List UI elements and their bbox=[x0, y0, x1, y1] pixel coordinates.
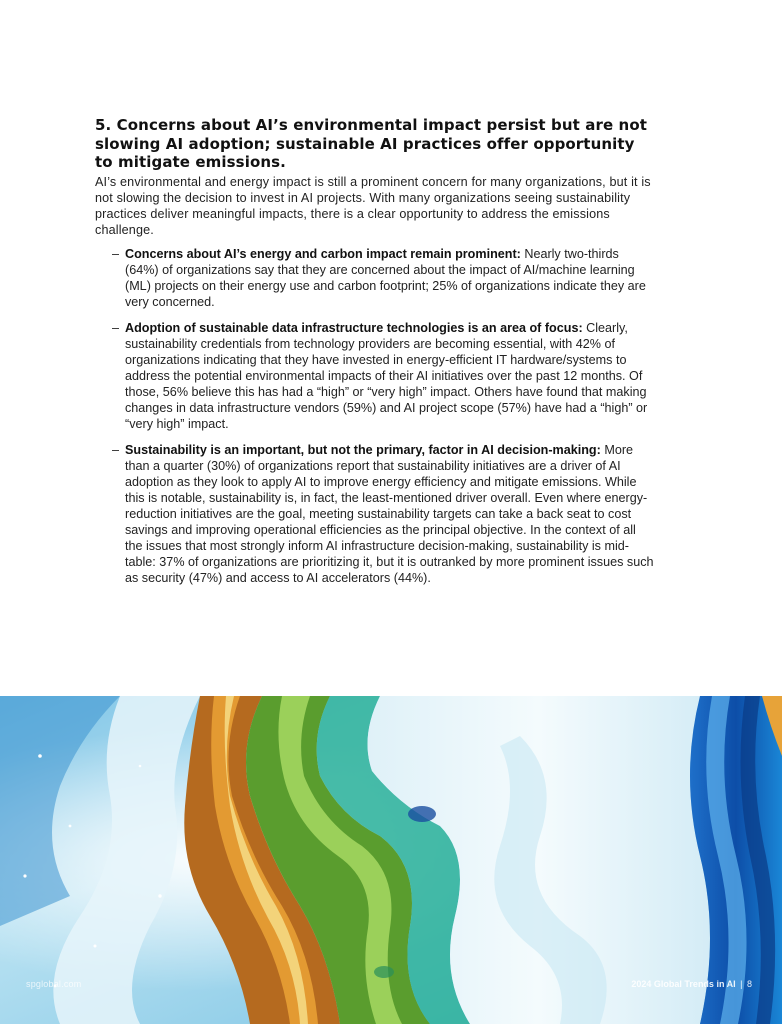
sparkle bbox=[94, 945, 97, 948]
bullet-text: More than a quarter (30%) of organizations report that sustainability initiatives are a driver of AI adoption as they look to apply AI to improve energy efficiency and mitigate emissions. While this is notable, sustainability is, in fact, the least-mentioned driver overall. Even where energy-reduction initiatives are the goal, meeting sustainability targets can take a back seat to cost savings and improving operational efficiencies as the principal objective. In the context of all the issues that most strongly inform AI infrastructure decision-making, sustainability is mid-table: 37% of organizations are prioritizing it, but it is outranked by more prominent issues such as security (47%) and access to AI accelerators (44%). bbox=[125, 442, 654, 585]
bullet-dash: – bbox=[112, 442, 120, 457]
bullet-lead: Sustainability is an important, but not the primary, factor in AI decision-making: bbox=[125, 442, 601, 457]
main-content bbox=[95, 116, 655, 596]
bullet-list bbox=[95, 246, 655, 586]
footer-separator: | bbox=[740, 979, 743, 989]
sparkle bbox=[69, 825, 72, 828]
bullet-text: Nearly two-thirds (64%) of organizations say that they are concerned about the impact of AI/machine learning (ML) projects on their energy use and carbon footprint; 25% of organizations indicate they are very concerned. bbox=[125, 246, 646, 309]
section-heading: 5. Concerns about AI’s environmental impact persist but are not slowing AI adoption; sustainable AI practices offer opportunity to mitigate emissions. bbox=[95, 116, 647, 171]
agate-illustration bbox=[0, 696, 782, 1024]
bullet-item-sustainable-infrastructure bbox=[112, 320, 655, 432]
bullet-dash: – bbox=[112, 320, 120, 335]
footer-report-info bbox=[631, 979, 752, 989]
bullet-text: Clearly, sustainability credentials from technology providers are becoming essential, with 42% of organizations indicating that they have invested in energy-efficient IT hardware/systems to address the potential environmental impacts of their AI initiatives over the past 12 months. Of those, 56% believe this has had a “high” or “very high” impact. Others have found that making changes in data infrastructure vendors (59%) and AI project scope (57%) have had a “high” or “very high” impact. bbox=[125, 320, 648, 431]
bullet-item-energy-concerns bbox=[112, 246, 655, 310]
bullet-item-sustainability-factor bbox=[112, 442, 655, 586]
sparkle bbox=[38, 754, 42, 758]
bullet-dash: – bbox=[112, 246, 120, 261]
sparkle bbox=[23, 874, 26, 877]
footer-report-title: 2024 Global Trends in AI bbox=[631, 979, 736, 989]
green-fleck bbox=[374, 966, 394, 978]
blue-fleck bbox=[408, 806, 436, 822]
agate-photo-band bbox=[0, 696, 782, 1024]
sparkle bbox=[158, 894, 161, 897]
sparkle bbox=[139, 765, 142, 768]
bullet-lead: Adoption of sustainable data infrastructure technologies is an area of focus: bbox=[125, 320, 583, 335]
intro-paragraph: AI’s environmental and energy impact is still a prominent concern for many organizations, but it is not slowing the decision to invest in AI projects. With many organizations seeing sustainability practices deliver meaningful impacts, there is a clear opportunity to address the emissions challenge. bbox=[95, 174, 651, 237]
page-number: 8 bbox=[746, 979, 752, 989]
footer-website: spglobal.com bbox=[26, 979, 82, 989]
bullet-lead: Concerns about AI’s energy and carbon impact remain prominent: bbox=[125, 246, 521, 261]
